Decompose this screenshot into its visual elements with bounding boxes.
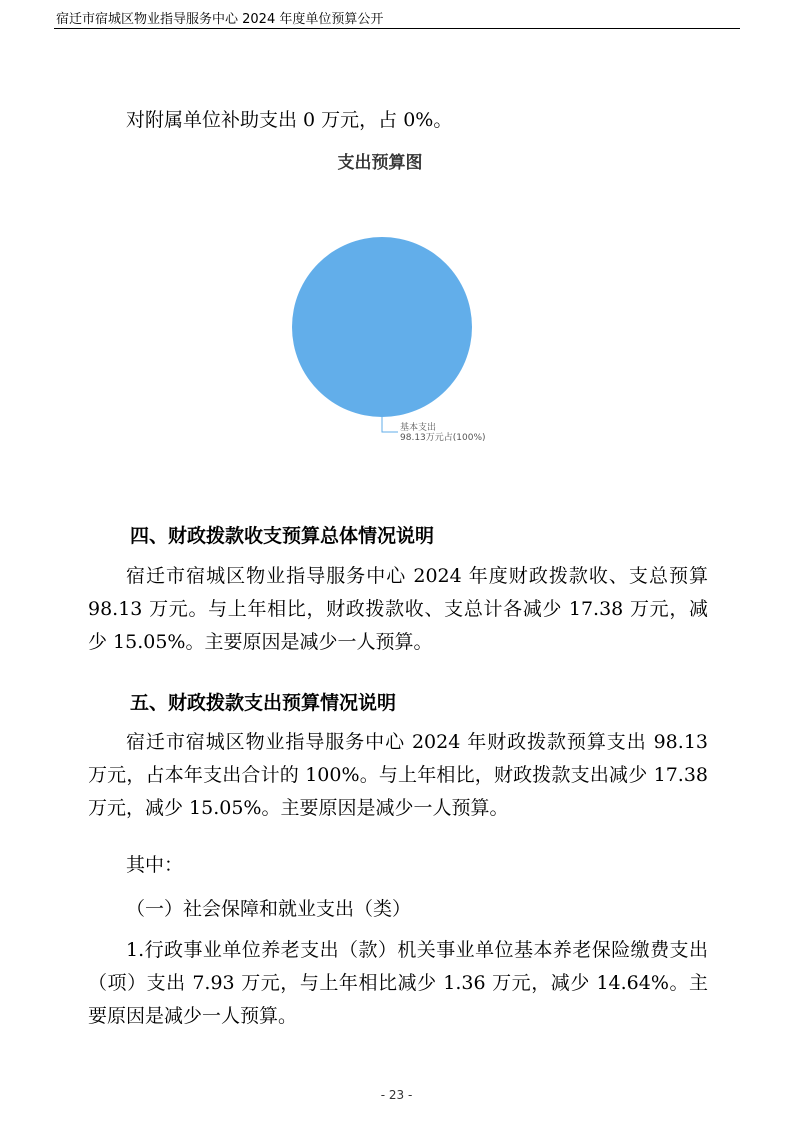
pie-slice-basic-expenditure: [292, 237, 472, 417]
slice-label-leader-line: [382, 417, 398, 432]
page-number: - 23 -: [380, 1088, 413, 1102]
slice-label-name: 基本支出: [400, 423, 437, 433]
section4-paragraph: 宿迁市宿城区物业指导服务中心 2024 年度财政拨款收、支总预算 98.13 万元。与上年相比，财政拨款收、支总计各减少 17.38 万元，减少 15.05%。主要原因是减少一人预算。: [88, 565, 715, 653]
category-label: （一）社会保障和就业支出（类）: [126, 898, 412, 920]
section5-paragraph: 宿迁市宿城区物业指导服务中心 2024 年财政拨款预算支出 98.13 万元，占本年支出合计的 100%。与上年相比，财政拨款支出减少 17.38 万元，减少 15.05%。主要原因是减少一人预算。: [88, 731, 715, 819]
slice-label-value: 98.13万元占(100%): [400, 433, 486, 443]
header-divider: [54, 28, 740, 29]
among-label: 其中：: [126, 854, 184, 876]
chart-title: 支出预算图: [337, 153, 423, 173]
item1-paragraph: 1.行政事业单位养老支出（款）机关事业单位基本养老保险缴费支出（项）支出 7.93 万元，与上年相比减少 1.36 万元，减少 14.64%。主要原因是减少一人预算。: [88, 939, 708, 1027]
page-header: 宿迁市宿城区物业指导服务中心 2024 年度单位预算公开: [56, 12, 384, 27]
section4-heading: 四、财政拨款收支预算总体情况说明: [130, 525, 435, 547]
pie-chart: [240, 220, 540, 460]
section5-heading: 五、财政拨款支出预算情况说明: [130, 692, 397, 714]
intro-line: 对附属单位补助支出 0 万元，占 0%。: [126, 109, 453, 131]
